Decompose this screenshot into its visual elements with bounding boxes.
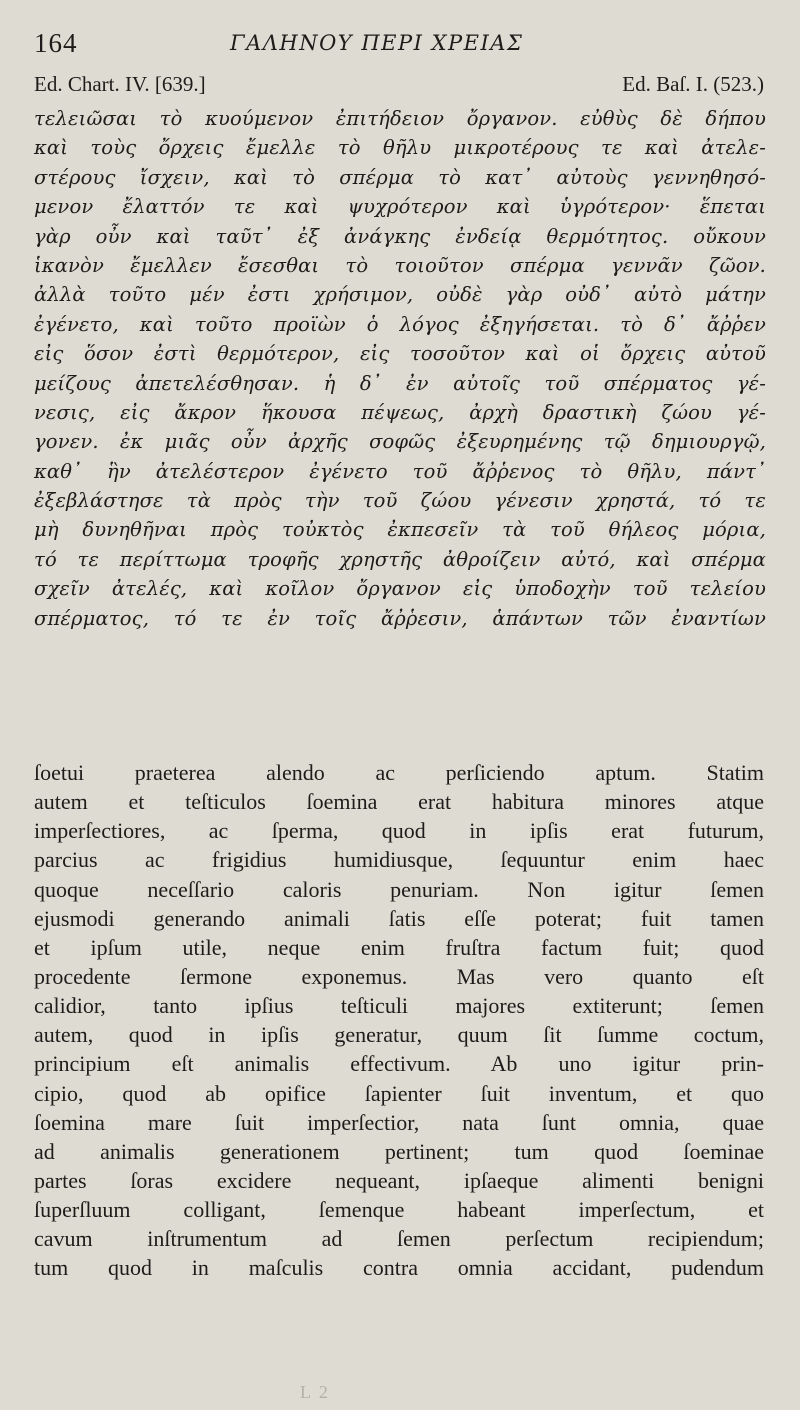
latin-line: et ipſum utile, neque enim fruſtra factum fuit; quod [34, 934, 764, 960]
greek-line: μενον ἔλαττόν τε καὶ ψυχρότερον καὶ ὑγρότερον· ἕπεται [34, 195, 766, 219]
greek-line: καὶ τοὺς ὄρχεις ἔμελλε τὸ θῆλυ μικροτέρους τε καὶ ἀτελε- [34, 136, 766, 160]
greek-line: ἐγένετο, καὶ τοῦτο προϊὼν ὁ λόγος ἐξηγήσεται. τὸ δ᾿ ἄῤῥεν [34, 312, 766, 336]
latin-line: ſoemina mare ſuit imperſectior, nata ſunt omnia, quae [34, 1109, 764, 1135]
printer-signature-mark: L 2 [300, 1382, 330, 1402]
greek-line: σχεῖν ἀτελές, καὶ κοῖλον ὄργανον εἰς ὑποδοχὴν τοῦ τελείου [34, 577, 766, 601]
greek-text-block [34, 104, 766, 633]
greek-line: στέρους ἴσχειν, καὶ τὸ σπέρμα τὸ κατ᾿ αὐτοὺς γεννηθησό- [34, 165, 766, 189]
latin-line: ſuperſluum colligant, ſemenque habeant imperſectum, et [34, 1197, 764, 1223]
greek-line: νεσις, εἰς ἄκρον ἥκουσα πέψεως, ἀρχὴ δραστικὴ ζώου γέ- [34, 400, 766, 424]
greek-line: μὴ δυνηθῆναι πρὸς τοὐκτὸς ἐκπεσεῖν τὰ τοῦ θήλεος μόρια, [34, 518, 766, 542]
greek-line: ἱκανὸν ἔμελλεν ἔσεσθαι τὸ τοιοῦτον σπέρμα γεννᾶν ζῶον. [34, 253, 766, 277]
greek-line: γονεν. ἐκ μιᾶς οὖν ἀρχῆς σοφῶς ἐξευρημένης τῷ δημιουργῷ, [34, 430, 766, 454]
latin-line: tum quod in maſculis contra omnia accidant, pudendum [34, 1255, 764, 1281]
latin-text-block [34, 758, 764, 1283]
running-head [34, 24, 764, 64]
latin-line: ſoetui praeterea alendo ac perſiciendo aptum. Statim [34, 760, 764, 785]
latin-line: cipio, quod ab opifice ſapienter ſuit inventum, et quo [34, 1080, 764, 1106]
greek-line: τό τε περίττωμα τροφῆς χρηστῆς ἀθροίζειν αὐτό, καὶ σπέρμα [34, 547, 766, 571]
latin-line: cavum inſtrumentum ad ſemen perſectum recipiendum; [34, 1226, 764, 1252]
latin-line: quoque neceſſario caloris penuriam. Non igitur ſemen [34, 876, 764, 902]
greek-line: ἀλλὰ τοῦτο μέν ἐστι χρήσιμον, οὐδὲ γὰρ οὐδ᾿ αὐτὸ μάτην [34, 283, 766, 307]
edition-chartier-reference: Ed. Chart. IV. [639.] [34, 72, 206, 96]
greek-line: ἐξεβλάστησε τὰ πρὸς τὴν τοῦ ζώου γένεσιν χρηστά, τό τε [34, 489, 766, 513]
latin-line: calidior, tanto ipſius teſticuli majores extiterunt; ſemen [34, 993, 764, 1019]
greek-line: καθ᾿ ἣν ἀτελέστερον ἐγένετο τοῦ ἄῤῥενος τὸ θῆλυ, πάντ᾿ [34, 459, 766, 483]
latin-line: autem et teſticulos ſoemina erat habitura minores atque [34, 789, 764, 815]
latin-line: principium eſt animalis effectivum. Ab uno igitur prin- [34, 1051, 764, 1077]
running-title: ΓΑΛΗΝΟΥ ΠΕΡΙ ΧΡΕΙΑΣ [230, 31, 524, 55]
greek-line: γὰρ οὖν καὶ ταῦτ᾿ ἐξ ἀνάγκης ἐνδείᾳ θερμότητος. οὔκουν [34, 224, 766, 248]
page-number: 164 [34, 28, 78, 58]
edition-basel-reference: Ed. Baſ. I. (523.) [622, 72, 764, 96]
edition-references [34, 72, 764, 102]
greek-line: τελειῶσαι τὸ κυούμενον ἐπιτήδειον ὄργανον. εὐθὺς δὲ δήπου [34, 107, 766, 130]
latin-line: procedente ſermone exponemus. Mas vero quanto eſt [34, 963, 764, 989]
latin-line: parcius ac frigidius humidiusque, ſequuntur enim haec [34, 847, 764, 873]
greek-line: σπέρματος, τό τε ἐν τοῖς ἄῤῥεσιν, ἁπάντων τῶν ἐναντίων [34, 606, 766, 630]
greek-line: εἰς ὅσον ἐστὶ θερμότερον, εἰς τοσοῦτον καὶ οἱ ὄρχεις αὐτοῦ [34, 342, 766, 366]
greek-line: μείζους ἀπετελέσθησαν. ἡ δ᾿ ἐν αὐτοῖς τοῦ σπέρματος γέ- [34, 371, 766, 395]
latin-line: imperſectiores, ac ſperma, quod in ipſis erat futurum, [34, 818, 764, 844]
latin-line: autem, quod in ipſis generatur, quum ſit ſumme coctum, [34, 1022, 764, 1048]
latin-line: ad animalis generationem pertinent; tum quod ſoeminae [34, 1138, 764, 1164]
latin-line: partes ſoras excidere nequeant, ipſaeque alimenti benigni [34, 1167, 764, 1193]
latin-line: ejusmodi generando animali ſatis eſſe poterat; fuit tamen [34, 905, 764, 931]
